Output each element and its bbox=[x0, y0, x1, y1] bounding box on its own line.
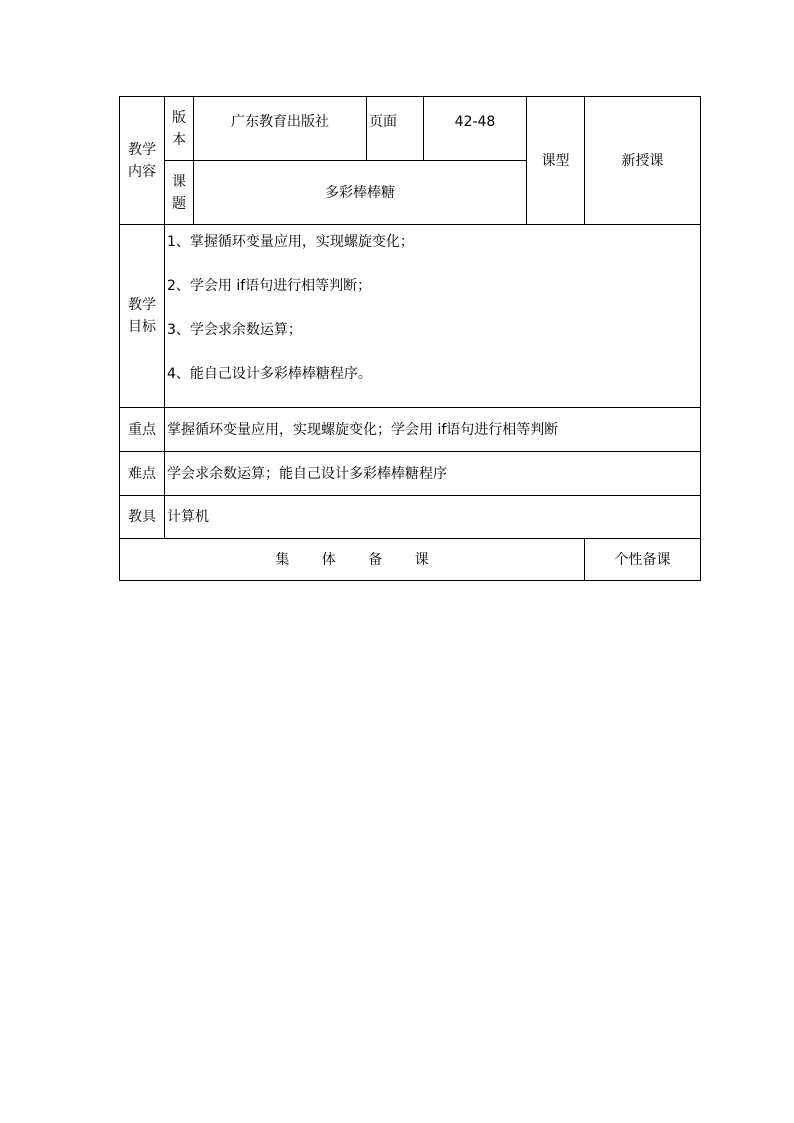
goal-item: 2、学会用 if语句进行相等判断； bbox=[167, 278, 372, 294]
difficulty-value: 学会求余数运算；能自己设计多彩棒棒糖程序 bbox=[165, 452, 701, 496]
page-label: 页面 bbox=[367, 97, 424, 161]
page-value: 42-48 bbox=[424, 97, 527, 161]
key-points-value: 掌握循环变量应用，实现螺旋变化；学会用 if语句进行相等判断 bbox=[165, 408, 701, 452]
lesson-type-label: 课型 bbox=[527, 97, 585, 225]
collective-prep-header: 集 体 备 课 bbox=[120, 539, 585, 581]
tools-label: 教具 bbox=[120, 496, 165, 539]
edition-value: 广东教育出版社 bbox=[194, 97, 367, 161]
topic-value: 多彩棒棒糖 bbox=[194, 161, 527, 225]
lesson-plan-table bbox=[119, 96, 701, 581]
content-label: 教学 内容 bbox=[120, 97, 165, 225]
goal-item: 3、学会求余数运算； bbox=[167, 322, 302, 338]
edition-label: 版 本 bbox=[165, 97, 194, 161]
topic-label: 课 题 bbox=[165, 161, 194, 225]
tools-value: 计算机 bbox=[165, 496, 701, 539]
key-points-label: 重点 bbox=[120, 408, 165, 452]
goals-label: 教学 目标 bbox=[120, 225, 165, 408]
goals-list bbox=[165, 225, 701, 408]
lesson-type-value: 新授课 bbox=[585, 97, 701, 225]
difficulty-label: 难点 bbox=[120, 452, 165, 496]
goal-item: 4、能自己设计多彩棒棒糖程序。 bbox=[167, 366, 372, 382]
goal-item: 1、掌握循环变量应用，实现螺旋变化； bbox=[167, 234, 414, 250]
personal-prep-header: 个性备课 bbox=[585, 539, 701, 581]
